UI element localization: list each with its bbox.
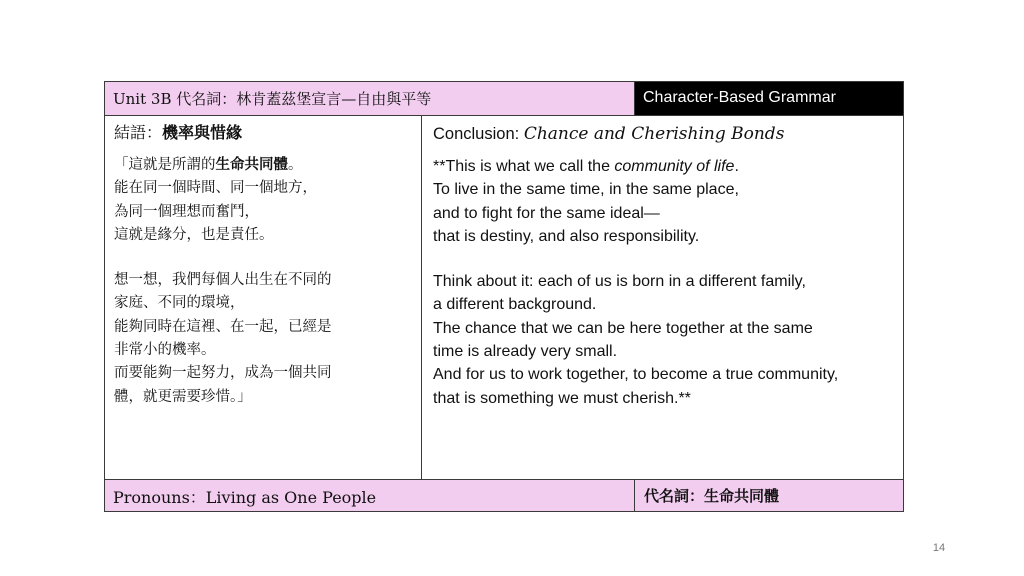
paragraph-gap (433, 248, 903, 270)
english-line: And for us to work together, to become a true community, (433, 366, 839, 384)
chinese-line: 非常小的機率。 (114, 342, 216, 359)
chinese-line: 而要能夠一起努力，成為一個共同 (114, 365, 332, 382)
chinese-line: 體，就更需要珍惜。」 (114, 388, 252, 405)
chinese-column (105, 116, 422, 479)
chinese-line: 能夠同時在這裡、在一起，已經是 (114, 318, 332, 335)
footer-row (105, 480, 903, 511)
chinese-line (114, 153, 421, 177)
english-line: To live in the same time, in the same place, (433, 181, 739, 199)
paragraph-gap (114, 247, 421, 269)
chinese-heading (114, 120, 421, 143)
chinese-heading-prefix: 結語： (114, 123, 163, 142)
english-line: a different background. (433, 296, 597, 314)
english-heading (433, 124, 903, 144)
body-row (105, 116, 903, 480)
chinese-emphasis: 生命共同體 (215, 156, 288, 173)
english-line: time is already very small. (433, 343, 618, 361)
english-column (422, 116, 903, 479)
english-heading-prefix: Conclusion: (433, 125, 524, 143)
english-text: . (734, 158, 739, 175)
chinese-line: 能在同一個時間、同一個地方， (114, 180, 317, 197)
chinese-text: 「這就是所謂的 (114, 157, 216, 173)
chinese-line: 為同一個理想而奮鬥， (114, 203, 259, 220)
chinese-line: 這就是緣分，也是責任。 (114, 226, 274, 243)
chinese-line: 家庭、不同的環境， (114, 295, 245, 312)
english-line: and to fight for the same ideal— (433, 204, 660, 222)
english-text: **This is what we call the (433, 158, 615, 175)
chinese-line: 想一想，我們每個人出生在不同的 (114, 272, 332, 289)
grammar-tag: Character-Based Grammar (635, 82, 903, 115)
english-line: that is destiny, and also responsibility. (433, 227, 700, 245)
english-line: that is something we must cherish.** (433, 389, 691, 407)
chinese-text: 。 (288, 157, 303, 173)
english-line: Think about it: each of us is born in a different family, (433, 273, 806, 291)
content-table (104, 81, 904, 512)
english-heading-title: Chance and Cherishing Bonds (523, 124, 785, 144)
footer-chinese-topic: 代名詞：生命共同體 (635, 480, 903, 511)
footer-topic: Pronouns：Living as One People (105, 480, 635, 511)
unit-title: Unit 3B 代名詞：林肯蓋茲堡宣言—自由與平等 (105, 82, 635, 115)
english-line: The chance that we can be here together at the same (433, 319, 813, 337)
header-row (105, 82, 903, 116)
english-emphasis: community of life (614, 158, 735, 175)
page-number: 14 (932, 542, 946, 554)
english-line (433, 155, 903, 178)
chinese-heading-title: 機率與惜緣 (162, 123, 243, 142)
